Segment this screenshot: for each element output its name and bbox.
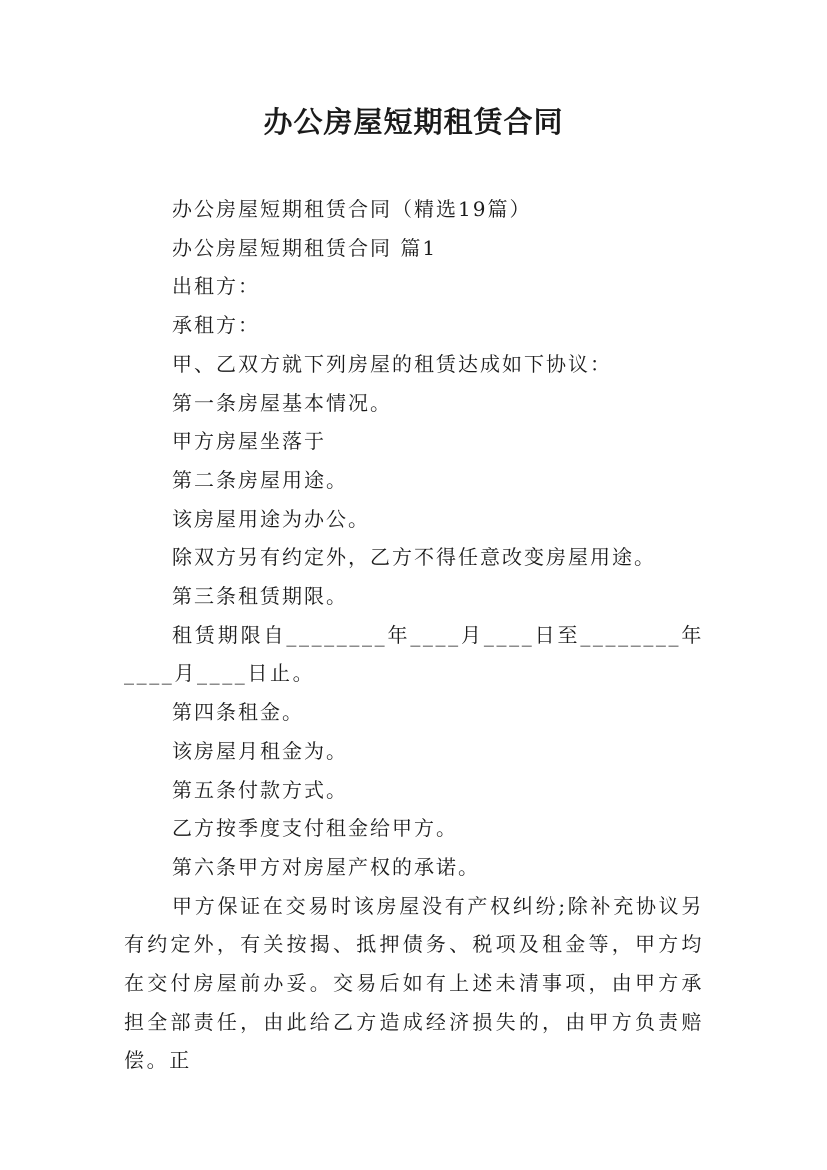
paragraph-payment-method: 乙方按季度支付租金给甲方。 (172, 816, 458, 841)
paragraph-lease-term: 租赁期限自________年____月____日至________年____月____日止。 (124, 622, 704, 686)
paragraph-monthly-rent: 该房屋月租金为。 (172, 738, 348, 763)
paragraph-lessee: 承租方： (172, 313, 260, 338)
paragraph-article-6: 第六条甲方对房屋产权的承诺。 (172, 854, 480, 879)
document-title: 办公房屋短期租赁合同 (263, 105, 564, 139)
paragraph-property-location: 甲方房屋坐落于 (172, 429, 326, 454)
paragraph-section-heading: 办公房屋短期租赁合同 篇1 (172, 235, 438, 260)
paragraph-article-5: 第五条付款方式。 (172, 777, 348, 802)
paragraph-agreement-intro: 甲、乙双方就下列房屋的租赁达成如下协议： (172, 351, 612, 376)
paragraph-article-4: 第四条租金。 (172, 700, 304, 725)
paragraph-lessor: 出租方： (172, 274, 260, 299)
paragraph-article-3: 第三条租赁期限。 (172, 584, 348, 609)
paragraph-article-2: 第二条房屋用途。 (172, 467, 348, 492)
paragraph-property-use: 该房屋用途为办公。 (172, 506, 370, 531)
paragraph-subtitle: 办公房屋短期租赁合同（精选19篇） (172, 197, 532, 221)
paragraph-use-restriction: 除双方另有约定外，乙方不得任意改变房屋用途。 (172, 545, 656, 570)
paragraph-ownership-guarantee: 甲方保证在交易时该房屋没有产权纠纷;除补充协议另有约定外，有关按揭、抵押债务、税项及租金等，甲方均在交付房屋前办妥。交易后如有上述未清事项，由甲方承担全部责任，由此给乙方造成经济损失的，由甲方负责赔偿。正 (124, 893, 704, 1073)
document-body (124, 190, 704, 1080)
paragraph-article-1: 第一条房屋基本情况。 (172, 390, 392, 415)
